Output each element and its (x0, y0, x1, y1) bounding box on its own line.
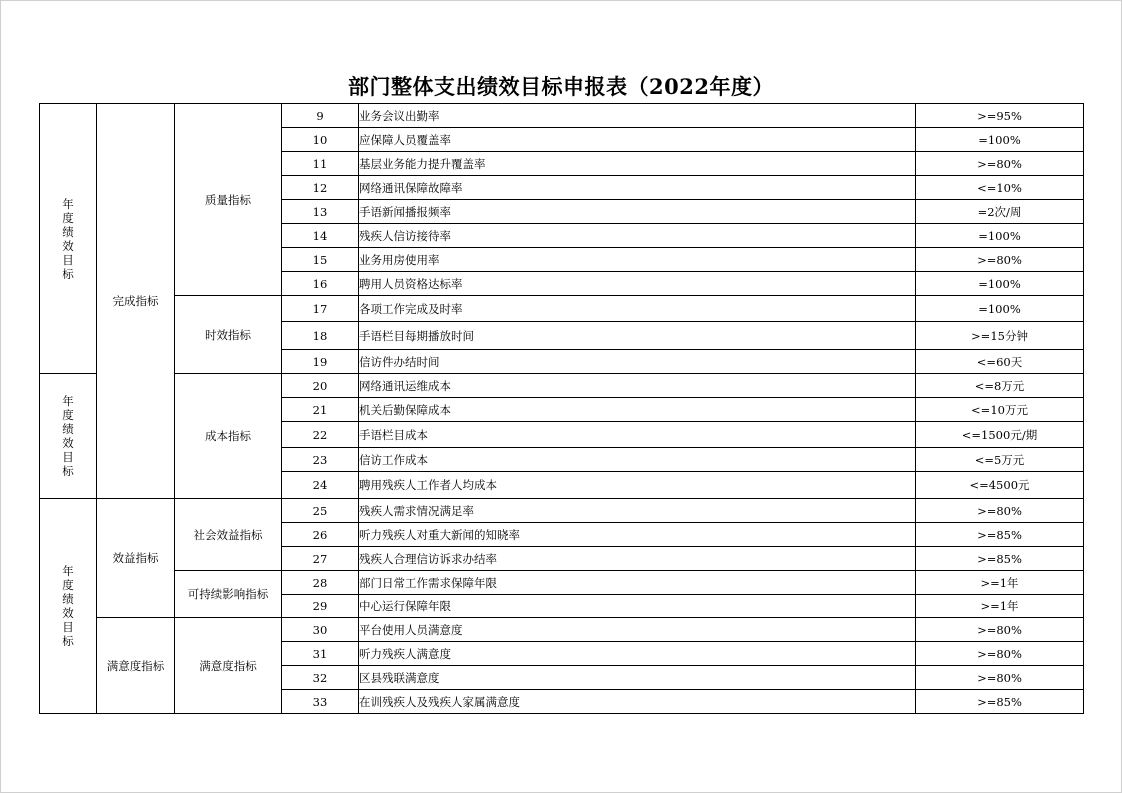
indicator-value: =100% (916, 296, 1084, 322)
indicator-value: =100% (916, 128, 1084, 152)
indicator-name: 业务用房使用率 (359, 248, 916, 272)
level1-indicator: 效益指标 (97, 499, 175, 618)
indicator-name: 残疾人需求情况满足率 (359, 499, 916, 523)
table-row (40, 571, 1084, 595)
indicator-name: 区县残联满意度 (359, 666, 916, 690)
indicator-name: 机关后勤保障成本 (359, 398, 916, 422)
row-number: 22 (282, 422, 359, 448)
indicator-name: 各项工作完成及时率 (359, 296, 916, 322)
table-row (40, 374, 1084, 398)
annual-target-label: 年度绩效目标 (62, 394, 74, 478)
row-number: 21 (282, 398, 359, 422)
indicator-name: 听力残疾人对重大新闻的知晓率 (359, 523, 916, 547)
row-number: 27 (282, 547, 359, 571)
row-number: 11 (282, 152, 359, 176)
indicator-value: >=80% (916, 248, 1084, 272)
annual-target-cell (40, 104, 97, 374)
indicator-value: <=1500元/期 (916, 422, 1084, 448)
indicator-name: 残疾人信访接待率 (359, 224, 916, 248)
row-number: 17 (282, 296, 359, 322)
performance-table (39, 103, 1084, 714)
level2-indicator: 满意度指标 (175, 618, 282, 714)
indicator-name: 在训残疾人及残疾人家属满意度 (359, 690, 916, 714)
row-number: 9 (282, 104, 359, 128)
indicator-value: >=85% (916, 690, 1084, 714)
row-number: 18 (282, 322, 359, 350)
row-number: 14 (282, 224, 359, 248)
indicator-name: 手语新闻播报频率 (359, 200, 916, 224)
level1-indicator: 完成指标 (97, 104, 175, 499)
annual-target-label: 年度绩效目标 (62, 564, 74, 648)
annual-target-cell (40, 499, 97, 714)
indicator-value: =100% (916, 272, 1084, 296)
indicator-value: <=10万元 (916, 398, 1084, 422)
indicator-name: 残疾人合理信访诉求办结率 (359, 547, 916, 571)
level2-indicator: 时效指标 (175, 296, 282, 374)
row-number: 33 (282, 690, 359, 714)
level2-indicator: 成本指标 (175, 374, 282, 499)
row-number: 31 (282, 642, 359, 666)
indicator-value: >=15分钟 (916, 322, 1084, 350)
indicator-name: 聘用人员资格达标率 (359, 272, 916, 296)
row-number: 25 (282, 499, 359, 523)
annual-target-cell (40, 374, 97, 499)
indicator-value: =100% (916, 224, 1084, 248)
row-number: 26 (282, 523, 359, 547)
indicator-value: >=80% (916, 642, 1084, 666)
indicator-name: 网络通讯保障故障率 (359, 176, 916, 200)
indicator-name: 手语栏目成本 (359, 422, 916, 448)
table-row (40, 618, 1084, 642)
indicator-name: 业务会议出勤率 (359, 104, 916, 128)
table-row (40, 499, 1084, 523)
level2-indicator: 社会效益指标 (175, 499, 282, 571)
page-title: 部门整体支出绩效目标申报表（2022年度） (348, 74, 774, 99)
indicator-value: >=80% (916, 152, 1084, 176)
indicator-value: >=80% (916, 618, 1084, 642)
indicator-name: 网络通讯运维成本 (359, 374, 916, 398)
indicator-name: 听力残疾人满意度 (359, 642, 916, 666)
level2-indicator: 质量指标 (175, 104, 282, 296)
indicator-value: >=95% (916, 104, 1084, 128)
indicator-value: >=85% (916, 523, 1084, 547)
indicator-value: <=5万元 (916, 448, 1084, 472)
indicator-name: 信访件办结时间 (359, 350, 916, 374)
row-number: 29 (282, 595, 359, 618)
indicator-name: 信访工作成本 (359, 448, 916, 472)
row-number: 32 (282, 666, 359, 690)
indicator-value: =2次/周 (916, 200, 1084, 224)
indicator-value: <=4500元 (916, 472, 1084, 499)
row-number: 15 (282, 248, 359, 272)
row-number: 10 (282, 128, 359, 152)
row-number: 12 (282, 176, 359, 200)
indicator-value: <=10% (916, 176, 1084, 200)
row-number: 24 (282, 472, 359, 499)
indicator-name: 手语栏目每期播放时间 (359, 322, 916, 350)
row-number: 20 (282, 374, 359, 398)
row-number: 28 (282, 571, 359, 595)
annual-target-label: 年度绩效目标 (62, 196, 74, 281)
indicator-name: 平台使用人员满意度 (359, 618, 916, 642)
row-number: 19 (282, 350, 359, 374)
indicator-value: >=85% (916, 547, 1084, 571)
row-number: 30 (282, 618, 359, 642)
level1-indicator: 满意度指标 (97, 618, 175, 714)
indicator-name: 基层业务能力提升覆盖率 (359, 152, 916, 176)
indicator-value: <=60天 (916, 350, 1084, 374)
indicator-value: >=80% (916, 666, 1084, 690)
indicator-name: 应保障人员覆盖率 (359, 128, 916, 152)
indicator-name: 中心运行保障年限 (359, 595, 916, 618)
indicator-value: <=8万元 (916, 374, 1084, 398)
table-row (40, 104, 1084, 128)
table-row (40, 296, 1084, 322)
indicator-name: 聘用残疾人工作者人均成本 (359, 472, 916, 499)
indicator-value: >=80% (916, 499, 1084, 523)
indicator-value: >=1年 (916, 571, 1084, 595)
level2-indicator: 可持续影响指标 (175, 571, 282, 618)
indicator-value: >=1年 (916, 595, 1084, 618)
indicator-name: 部门日常工作需求保障年限 (359, 571, 916, 595)
row-number: 13 (282, 200, 359, 224)
row-number: 23 (282, 448, 359, 472)
row-number: 16 (282, 272, 359, 296)
